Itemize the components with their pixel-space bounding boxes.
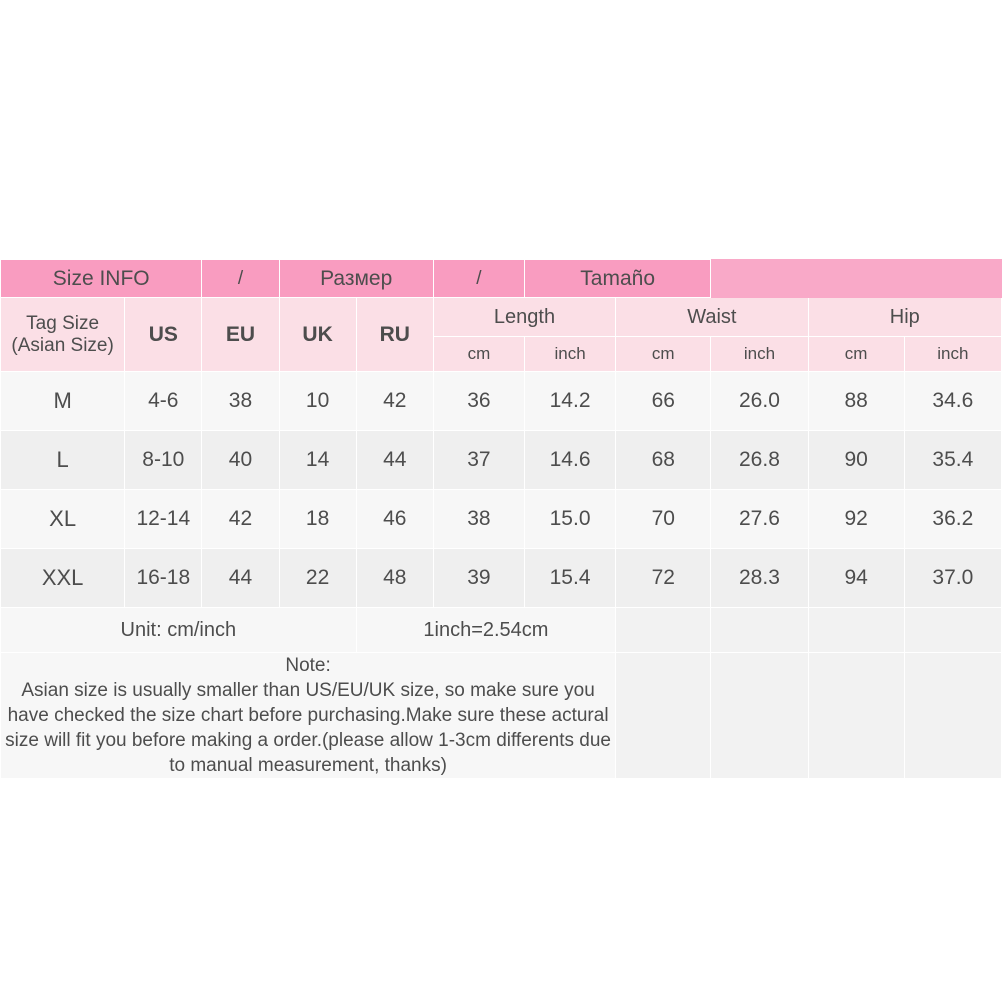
cell-ru: 48: [356, 549, 433, 608]
cell-uk: 10: [279, 372, 356, 431]
cell-waist-inch: 28.3: [711, 549, 808, 608]
cell-waist-cm: 70: [616, 490, 711, 549]
cell-hip-cm: 92: [808, 490, 904, 549]
unit-blank-3: [808, 608, 904, 653]
cell-hip-inch: 35.4: [904, 431, 1001, 490]
title-blank-3: [904, 260, 1001, 298]
header-us: US: [125, 298, 202, 372]
table-row: [1, 490, 1002, 549]
unit-blank-2: [711, 608, 808, 653]
cell-us: 12-14: [125, 490, 202, 549]
title-separator-1: /: [202, 260, 279, 298]
cell-waist-inch: 27.6: [711, 490, 808, 549]
note-cell: [1, 653, 616, 779]
note-row: [1, 653, 1002, 779]
note-blank-4: [904, 653, 1001, 779]
cell-eu: 42: [202, 490, 279, 549]
note-blank-1: [616, 653, 711, 779]
title-blank-2: [808, 260, 904, 298]
note-body: Asian size is usually smaller than US/EU/UK size, so make sure you have checked the size chart before purchasing.Make sure these actural size will fit you before making a order.(please allow 1-3cm differents due to manual measurement, thanks): [5, 680, 611, 777]
note-blank-2: [711, 653, 808, 779]
header-hip-inch: inch: [904, 337, 1001, 372]
title-middle: Размер: [279, 260, 433, 298]
cell-length-cm: 36: [433, 372, 524, 431]
unit-blank-1: [616, 608, 711, 653]
cell-tag-size: XL: [1, 490, 125, 549]
title-left: Size INFO: [1, 260, 202, 298]
cell-length-inch: 14.2: [524, 372, 615, 431]
header-tag-size-line1: Tag Size: [26, 312, 100, 334]
table-row: [1, 372, 1002, 431]
cell-eu: 40: [202, 431, 279, 490]
size-chart: [0, 259, 1002, 779]
header-waist-cm: cm: [616, 337, 711, 372]
unit-conversion: 1inch=2.54cm: [356, 608, 615, 653]
cell-us: 4-6: [125, 372, 202, 431]
note-label: Note:: [285, 655, 331, 676]
cell-length-inch: 15.4: [524, 549, 615, 608]
cell-tag-size: M: [1, 372, 125, 431]
title-band-row: [1, 260, 1002, 298]
header-length-inch: inch: [524, 337, 615, 372]
header-hip: Hip: [808, 298, 1001, 337]
cell-waist-inch: 26.8: [711, 431, 808, 490]
cell-us: 8-10: [125, 431, 202, 490]
header-length-cm: cm: [433, 337, 524, 372]
header-uk: UK: [279, 298, 356, 372]
title-right: Tamaño: [524, 260, 710, 298]
cell-eu: 44: [202, 549, 279, 608]
cell-waist-cm: 72: [616, 549, 711, 608]
cell-length-cm: 39: [433, 549, 524, 608]
header-tag-size: [1, 298, 125, 372]
table-row: [1, 549, 1002, 608]
cell-waist-cm: 68: [616, 431, 711, 490]
cell-uk: 22: [279, 549, 356, 608]
cell-hip-inch: 34.6: [904, 372, 1001, 431]
table-row: [1, 431, 1002, 490]
header-waist: Waist: [616, 298, 808, 337]
cell-tag-size: XXL: [1, 549, 125, 608]
title-separator-2: /: [433, 260, 524, 298]
cell-length-inch: 15.0: [524, 490, 615, 549]
cell-length-cm: 38: [433, 490, 524, 549]
header-group-row: [1, 298, 1002, 337]
cell-tag-size: L: [1, 431, 125, 490]
unit-blank-4: [904, 608, 1001, 653]
size-chart-table: [0, 259, 1002, 779]
cell-hip-cm: 90: [808, 431, 904, 490]
cell-us: 16-18: [125, 549, 202, 608]
note-blank-3: [808, 653, 904, 779]
cell-ru: 44: [356, 431, 433, 490]
title-blank-1: [711, 260, 808, 298]
header-eu: EU: [202, 298, 279, 372]
header-length: Length: [433, 298, 615, 337]
cell-length-cm: 37: [433, 431, 524, 490]
cell-uk: 18: [279, 490, 356, 549]
header-hip-cm: cm: [808, 337, 904, 372]
header-ru: RU: [356, 298, 433, 372]
cell-waist-inch: 26.0: [711, 372, 808, 431]
cell-hip-inch: 36.2: [904, 490, 1001, 549]
header-tag-size-line2: (Asian Size): [11, 334, 114, 356]
cell-uk: 14: [279, 431, 356, 490]
cell-hip-inch: 37.0: [904, 549, 1001, 608]
cell-length-inch: 14.6: [524, 431, 615, 490]
cell-hip-cm: 88: [808, 372, 904, 431]
cell-waist-cm: 66: [616, 372, 711, 431]
header-waist-inch: inch: [711, 337, 808, 372]
cell-hip-cm: 94: [808, 549, 904, 608]
unit-label: Unit: cm/inch: [1, 608, 357, 653]
unit-row: [1, 608, 1002, 653]
cell-ru: 46: [356, 490, 433, 549]
cell-eu: 38: [202, 372, 279, 431]
cell-ru: 42: [356, 372, 433, 431]
